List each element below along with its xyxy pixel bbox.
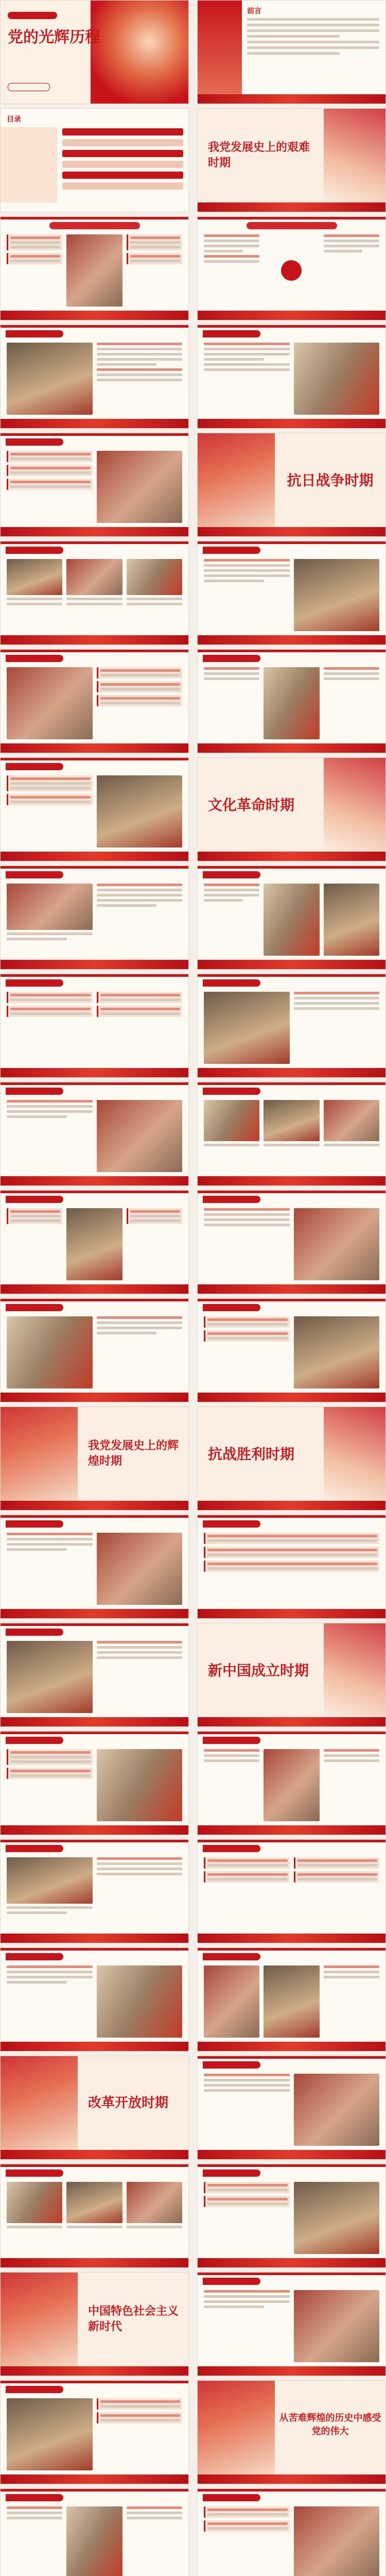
section-title: 改革开放时期 — [88, 2095, 169, 2111]
slide-header — [6, 1953, 63, 1960]
foreword-text — [247, 18, 379, 90]
slide-header — [203, 2494, 260, 2501]
slide-content[interactable] — [0, 1623, 189, 1727]
slide-content[interactable] — [197, 1731, 386, 1835]
slide-content[interactable] — [0, 541, 189, 645]
slide-content[interactable] — [197, 1298, 386, 1402]
toc-picture — [1, 127, 57, 202]
cover-pill — [8, 12, 57, 19]
section-title: 抗战胜利时期 — [208, 1446, 295, 1463]
slide-content[interactable] — [197, 1947, 386, 2052]
slide-section-5[interactable] — [197, 1406, 386, 1511]
slide-content[interactable] — [197, 2056, 386, 2160]
slide-header — [203, 979, 260, 987]
section-picture — [1, 2056, 78, 2150]
slide-toc[interactable] — [0, 108, 189, 212]
slide-header — [6, 1737, 63, 1744]
section-title: 文化革命时期 — [208, 796, 295, 814]
slide-header — [6, 2386, 63, 2393]
slide-cover[interactable] — [0, 0, 189, 104]
slide-content[interactable] — [0, 1082, 189, 1186]
slide-header — [6, 2494, 63, 2501]
slide-content[interactable] — [197, 1839, 386, 1943]
slide-header — [203, 1953, 260, 1960]
slide-content[interactable] — [197, 541, 386, 645]
slide-content[interactable] — [0, 2380, 189, 2484]
slide-header — [6, 763, 63, 770]
slide-header — [6, 438, 63, 446]
section-picture — [1, 1407, 78, 1501]
slide-header — [6, 871, 63, 878]
section-picture — [324, 109, 385, 202]
section-title: 抗日战争时期 — [287, 472, 374, 489]
slide-content[interactable] — [0, 974, 189, 1078]
slide-section-1[interactable] — [197, 108, 386, 212]
slide-content[interactable] — [0, 1839, 189, 1943]
section-picture — [198, 433, 275, 527]
slide-header — [203, 547, 260, 554]
slide-header — [203, 2278, 260, 2285]
section-title: 中国特色社会主义新时代 — [88, 2304, 179, 2333]
slide-content[interactable] — [197, 2164, 386, 2268]
slide-header — [203, 655, 260, 662]
slide-content[interactable] — [197, 2272, 386, 2376]
slide-content[interactable] — [197, 1515, 386, 1619]
slide-section-7[interactable] — [0, 2056, 189, 2160]
slide-header — [6, 2170, 63, 2177]
slide-header — [203, 1196, 260, 1203]
slide-section-9[interactable] — [197, 2380, 386, 2484]
slide-content[interactable] — [0, 325, 189, 429]
cover-button — [8, 83, 50, 91]
slide-content[interactable] — [197, 2488, 386, 2576]
slide-section-6[interactable] — [197, 1623, 386, 1727]
slide-header — [203, 2170, 260, 2177]
slide-content[interactable] — [0, 866, 189, 970]
slide-content[interactable] — [0, 433, 189, 537]
slide-section-4[interactable] — [0, 1406, 189, 1511]
slide-footer — [198, 202, 385, 212]
slide-header — [203, 1845, 260, 1852]
slide-content[interactable] — [0, 1731, 189, 1835]
slide-section-2[interactable] — [197, 433, 386, 537]
slide-header — [6, 1196, 63, 1203]
slide-footer — [198, 94, 385, 104]
toc-title: 目录 — [7, 115, 21, 124]
slide-header — [49, 222, 140, 229]
slide-section-8[interactable] — [0, 2272, 189, 2376]
section-title: 我党发展史上的艰难时期 — [208, 141, 310, 170]
slide-content[interactable] — [0, 1298, 189, 1402]
slide-header — [203, 1304, 260, 1311]
slide-header — [203, 871, 260, 878]
section-picture — [324, 758, 385, 852]
slide-content[interactable] — [0, 2164, 189, 2268]
section-picture — [324, 1407, 385, 1501]
slide-header — [6, 655, 63, 662]
slide-header — [6, 547, 63, 554]
slide-header — [6, 1304, 63, 1311]
slide-content[interactable] — [197, 1082, 386, 1186]
section-picture — [198, 2381, 275, 2475]
toc-items — [62, 128, 183, 190]
slide-header — [6, 979, 63, 987]
section-picture — [324, 1623, 385, 1717]
slide-header — [6, 1520, 63, 1528]
slide-content[interactable] — [0, 757, 189, 861]
section-title: 从苦难辉煌的历史中感受党的伟大 — [279, 2413, 381, 2437]
slide-content[interactable] — [0, 1515, 189, 1619]
section-title: 我党发展史上的辉煌时期 — [88, 1439, 179, 1468]
foreword-title: 前言 — [247, 7, 261, 15]
slide-content[interactable] — [197, 325, 386, 429]
slide-foreword[interactable] — [197, 0, 386, 104]
section-title: 新中国成立时期 — [208, 1662, 309, 1679]
slide-content[interactable] — [0, 2488, 189, 2576]
slide-content[interactable] — [0, 1190, 189, 1294]
slide-header — [6, 1088, 63, 1095]
slide-content[interactable] — [197, 649, 386, 753]
slide-content[interactable] — [0, 216, 189, 320]
slide-content[interactable] — [197, 866, 386, 970]
slide-header — [6, 1845, 63, 1852]
slide-header — [203, 1088, 260, 1095]
slide-content[interactable] — [197, 974, 386, 1078]
cover-title: 党的光辉历程 — [8, 28, 100, 46]
slide-header — [203, 1520, 260, 1528]
slide-header — [247, 222, 337, 229]
section-picture — [1, 2273, 78, 2366]
slide-content[interactable] — [197, 216, 386, 320]
slide-header — [203, 2061, 260, 2069]
slide-content[interactable] — [0, 1947, 189, 2052]
slide-header — [203, 1737, 260, 1744]
slide-header — [203, 330, 260, 337]
great-hall-picture — [91, 1, 188, 104]
slide-header — [6, 330, 63, 337]
slide-section-3[interactable] — [197, 757, 386, 861]
foreword-picture — [198, 1, 242, 104]
slide-content[interactable] — [197, 1190, 386, 1294]
slide-content[interactable] — [0, 649, 189, 753]
slide-header — [6, 1629, 63, 1636]
